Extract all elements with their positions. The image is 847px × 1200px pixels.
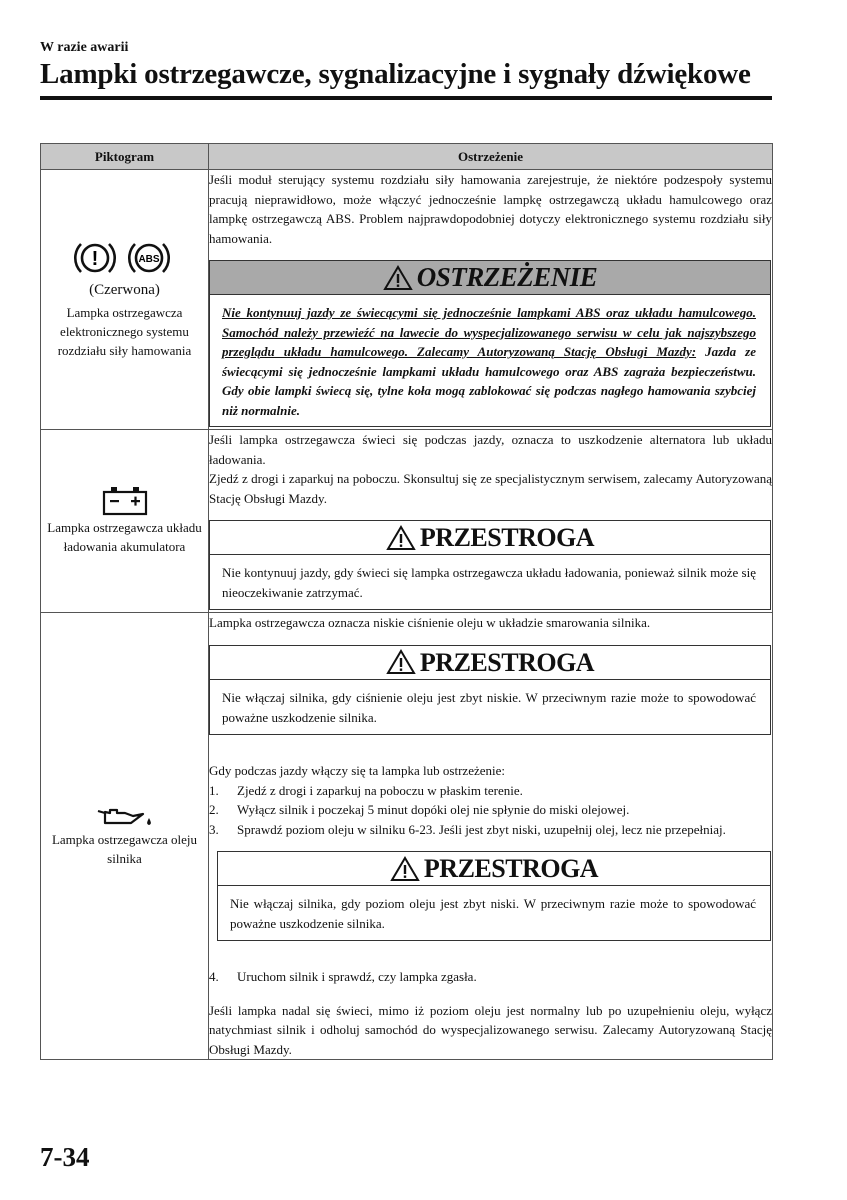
oil-can-icon	[95, 803, 155, 829]
step-number: 1.	[209, 782, 219, 798]
warning-rest-text: Jazda ze świecącymi się jednocześnie lampkami układu hamulcowego oraz ABS zagraża bezpieczeństwu. Gdy obie lampki świecą się, tylne koła mogą zablokować się podczas nagłego hamowania szybciej niż normalnie.	[222, 344, 756, 418]
step-number: 4.	[209, 969, 219, 985]
light-name-ebd: Lampka ostrzegawcza elektronicznego systemu rozdziału siły hamowania	[57, 305, 192, 358]
list-item	[209, 967, 772, 987]
warning-triangle-icon	[383, 265, 413, 291]
caution-title: PRZESTROGA	[423, 854, 599, 884]
step-text: Sprawdź poziom oleju w silniku 6-23. Jeśli jest zbyt niski, uzupełnij olej, lecz nie przepełniaj.	[237, 821, 726, 837]
abs-icon-text: ABS	[137, 254, 160, 266]
charging-para1: Jeśli lampka ostrzegawcza świeci się podczas jazdy, oznacza to uszkodzenie alternatora lub układu ładowania.	[209, 432, 772, 467]
warning-lights-table	[40, 143, 773, 1060]
description-cell-charging	[209, 430, 773, 613]
caution-box-body: Nie włączaj silnika, gdy ciśnienie oleju jest zbyt niskie. W przeciwnym razie może to spowodować poważne uszkodzenie silnika.	[222, 689, 756, 725]
step-number: 2.	[209, 802, 219, 818]
table-row-charging	[41, 430, 773, 613]
warning-triangle-icon	[390, 856, 420, 882]
caution-box-oil-level	[217, 851, 771, 941]
step-text: Zjedź z drogi i zaparkuj na poboczu w płaskim terenie.	[237, 782, 523, 798]
color-label: (Czerwona)	[89, 282, 160, 299]
step-number: 3.	[209, 821, 219, 837]
warning-box-body	[210, 295, 770, 426]
page-title: Lampki ostrzegawcze, sygnalizacyjne i sygnały dźwiękowe	[40, 58, 751, 90]
description-cell-oil	[209, 613, 773, 1060]
caution-box-header	[210, 521, 770, 555]
caution-box-body: Nie kontynuuj jazdy, gdy świeci się lampka ostrzegawcza układu ładowania, ponieważ silnik może się nieoczekiwanie zatrzymać.	[222, 565, 756, 601]
pictogram-cell-charging	[41, 430, 209, 613]
step-text: Wyłącz silnik i poczekaj 5 minut dopóki olej nie spłynie do miski olejowej.	[237, 802, 630, 818]
list-item	[209, 820, 772, 840]
caution-box-charging	[209, 520, 771, 610]
page-number: 7-34	[40, 1142, 90, 1172]
header-pictogram: Piktogram	[41, 144, 209, 170]
title-rule	[40, 96, 772, 100]
ebd-description: Jeśli moduł sterujący systemu rozdziału siły hamowania zarejestruje, że niektóre podzespoły systemu pracują nieprawidłowo, może włączyć jednocześnie lampkę ostrzegawczą układu hamulcowego oraz lampkę ostrzegawczą ABS. Problem najprawdopodobniej dotyczy elektronicznego systemu rozdziału siły hamowania.	[209, 172, 772, 246]
caution-title: PRZESTROGA	[419, 647, 595, 677]
oil-para1: Lampka ostrzegawcza oznacza niskie ciśnienie oleju w układzie smarowania silnika.	[209, 615, 651, 631]
light-name-charging: Lampka ostrzegawcza układu ładowania akumulatora	[47, 520, 202, 555]
header-warning: Ostrzeżenie	[209, 144, 773, 170]
description-cell-ebd	[209, 170, 773, 430]
caution-title: PRZESTROGA	[419, 523, 595, 552]
oil-intro: Gdy podczas jazdy włączy się ta lampka lub ostrzeżenie:	[209, 763, 505, 779]
oil-steps-list	[209, 781, 772, 840]
list-item	[209, 800, 772, 820]
pictogram-cell-oil	[41, 613, 209, 1060]
brake-abs-warning-icon	[73, 238, 177, 278]
warning-box-header	[210, 261, 770, 295]
warning-box-ebd	[209, 260, 771, 427]
charging-para2: Zjedź z drogi i zaparkuj na poboczu. Skonsultuj się ze specjalistycznym serwisem, zalecamy Autoryzowaną Stację Obsługi Mazdy.	[209, 471, 772, 506]
battery-icon	[100, 485, 150, 517]
caution-box-header	[210, 646, 770, 680]
section-label: W razie awarii	[40, 40, 129, 55]
table-row-oil	[41, 613, 773, 1060]
warning-triangle-icon	[386, 525, 416, 551]
caution-box-body: Nie włączaj silnika, gdy poziom oleju jest zbyt niski. W przeciwnym razie może to spowodować poważne uszkodzenie silnika.	[230, 896, 756, 932]
svg-text:!: !	[91, 248, 98, 271]
caution-box-header	[218, 852, 770, 886]
oil-final: Jeśli lampka nadal się świeci, mimo iż poziom oleju jest normalny lub po uzupełnieniu oleju, wyłącz natychmiast silnik i odholuj samochód do wyspecjalizowanego serwisu. Zalecamy Autoryzowaną Stację Obsługi Mazdy.	[209, 1002, 772, 1057]
table-row-ebd	[41, 170, 773, 430]
table-header-row	[41, 144, 773, 170]
warning-triangle-icon	[386, 649, 416, 675]
warning-underlined-text: Nie kontynuuj jazdy ze świecącymi się jednocześnie lampkami ABS oraz układu hamulcowego. Samochód należy przewieźć na lawecie do wyspecjalizowanego serwisu w celu jak najszybszego przeglądu układu hamulcowego. Zalecamy Autoryzowaną Stację Obsługi Mazdy:	[222, 305, 756, 359]
light-name-oil: Lampka ostrzegawcza oleju silnika	[51, 832, 198, 867]
step-text: Uruchom silnik i sprawdź, czy lampka zgasła.	[237, 969, 477, 985]
oil-step4-list	[209, 967, 772, 987]
warning-title: OSTRZEŻENIE	[416, 262, 598, 293]
list-item	[209, 781, 772, 801]
caution-box-oil-pressure	[209, 645, 771, 735]
pictogram-cell-ebd	[41, 170, 209, 430]
